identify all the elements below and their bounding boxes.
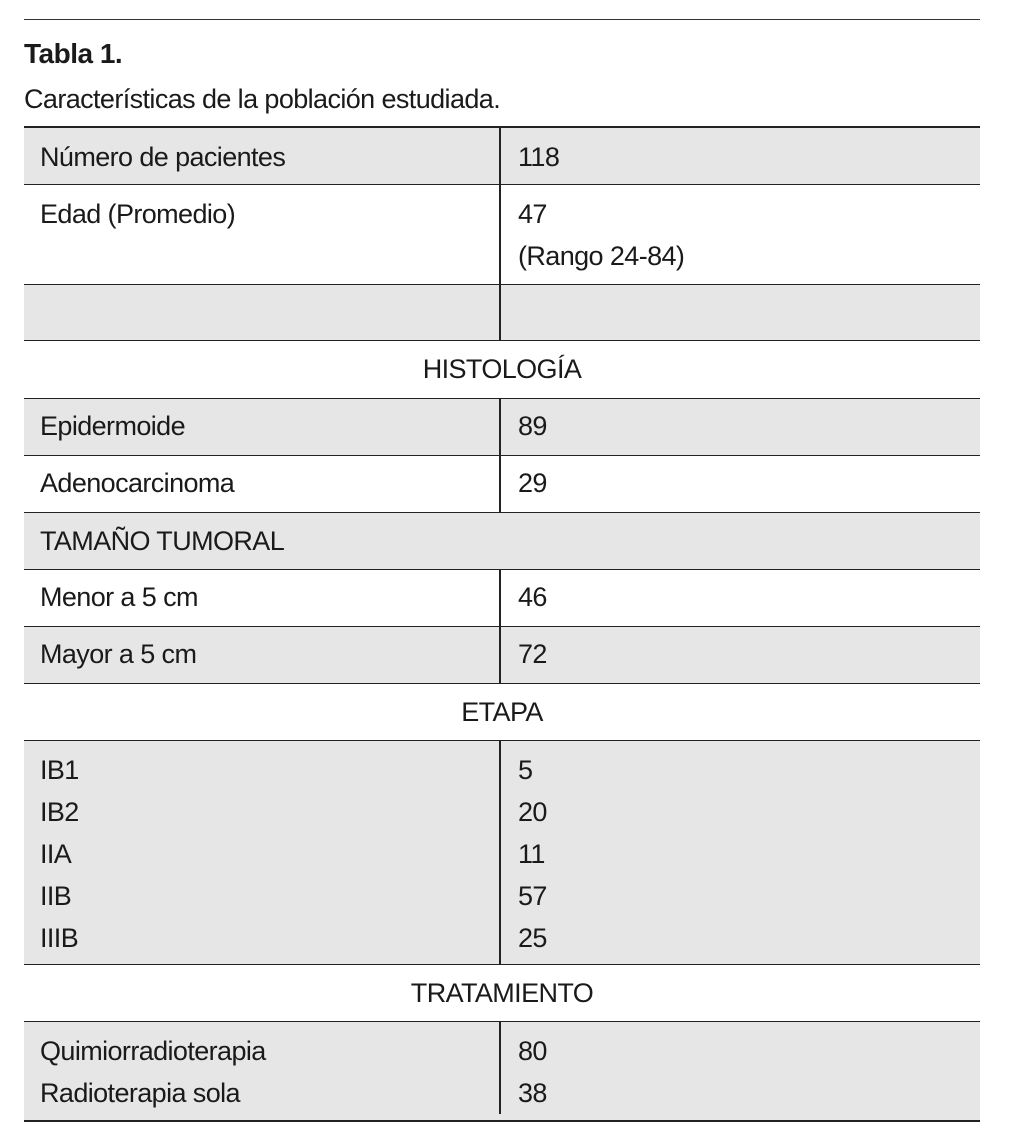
section-header-row [24,513,980,570]
section-header-row [24,341,980,399]
row-label: Edad (Promedio) [40,199,236,229]
stage-label: IB1 [40,755,79,785]
stage-value: 57 [518,881,547,911]
stage-label: IB2 [40,797,79,827]
table-row [24,627,980,684]
row-value [518,749,547,959]
table-row [24,128,980,185]
row-label: Adenocarcinoma [40,468,235,498]
section-header: TRATAMIENTO [410,978,594,1008]
row-label [40,749,79,959]
section-header: HISTOLOGÍA [422,354,582,384]
row-value: 89 [518,411,547,441]
stage-label: IIB [40,881,72,911]
column-divider [499,185,501,284]
table-row [24,456,980,513]
stage-value: 20 [518,797,547,827]
row-value: 118 [518,142,560,172]
table-caption: Características de la población estudiada. [24,84,501,114]
treatment-label: Radioterapia sola [40,1078,240,1108]
stage-value: 11 [518,839,545,869]
population-table [24,126,980,1122]
section-header: TAMAÑO TUMORAL [40,526,285,556]
table-row [24,570,980,627]
column-divider [499,285,501,340]
table-row [24,185,980,285]
row-value [518,1030,547,1114]
row-value [518,193,684,277]
row-label: Número de pacientes [40,142,286,172]
stage-label: IIIB [40,923,79,953]
treatment-label: Quimiorradioterapia [40,1036,266,1066]
row-label: Menor a 5 cm [40,582,198,612]
stage-value: 25 [518,923,547,953]
table-row [24,741,980,965]
row-value: 29 [518,468,547,498]
top-rule [24,19,980,20]
empty-row [24,285,980,341]
treatment-value: 38 [518,1078,547,1108]
stage-label: IIA [40,839,72,869]
table-row [24,399,980,456]
column-divider [499,399,501,455]
treatment-value: 80 [518,1036,547,1066]
row-label: Epidermoide [40,411,185,441]
column-divider [499,1022,501,1114]
table-row [24,1022,980,1122]
column-divider [499,570,501,626]
row-label [40,1030,266,1114]
column-divider [499,627,501,683]
stage-value: 5 [518,755,533,785]
column-divider [499,456,501,512]
column-divider [499,128,501,184]
row-value: 46 [518,582,547,612]
section-header: ETAPA [461,697,543,727]
row-value: 72 [518,639,547,669]
column-divider [499,741,501,964]
section-header-row [24,965,980,1022]
age-range: (Rango 24-84) [518,241,685,271]
section-header-row [24,684,980,741]
table-title: Tabla 1. [24,38,123,69]
age-mean: 47 [518,199,547,229]
row-label: Mayor a 5 cm [40,639,197,669]
